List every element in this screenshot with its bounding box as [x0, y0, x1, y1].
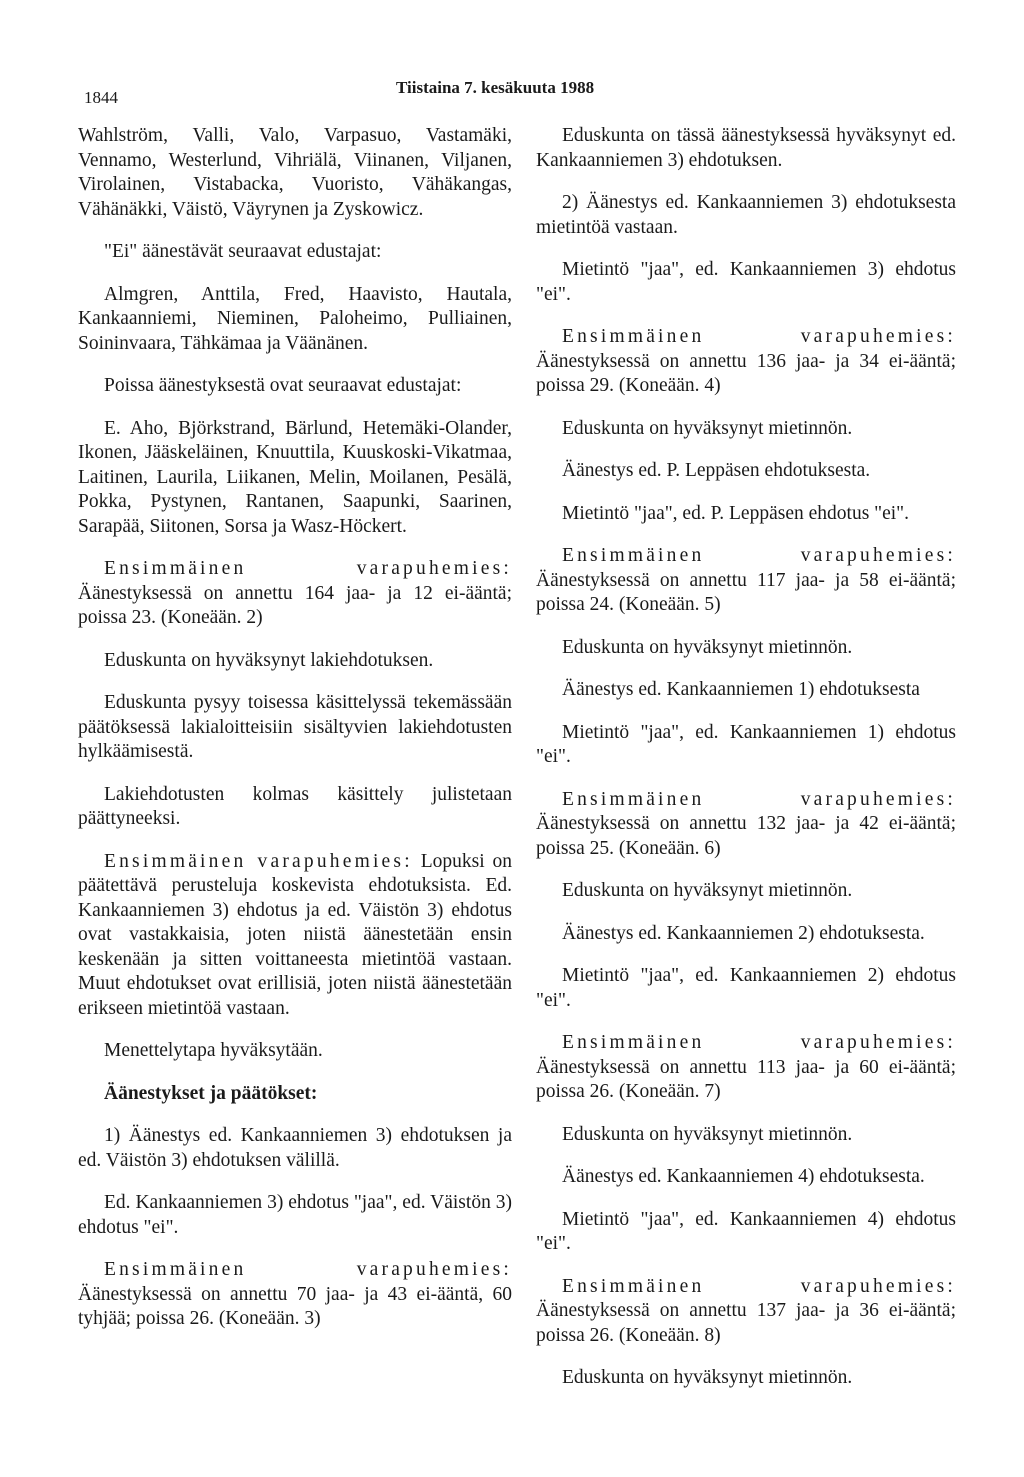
speaker-paragraph	[78, 850, 512, 1022]
paragraph: Äänestys ed. Kankaanniemen 2) ehdotuksesta.	[562, 922, 925, 944]
speaker-paragraph	[78, 557, 512, 631]
speaker-name: Ensimmäinen varapuhemies:	[562, 545, 956, 566]
paragraph: Ed. Kankaanniemen 3) ehdotus "jaa", ed. Väistön 3) ehdotus "ei".	[78, 1192, 512, 1238]
paragraph: Lakiehdotusten kolmas käsittely julistetaan päättyneeksi.	[78, 783, 512, 829]
speaker-text: Äänestyksessä on annettu 164 jaa- ja 12 ei-ääntä; poissa 23. (Koneään. 2)	[78, 582, 512, 628]
paragraph: Eduskunta on hyväksynyt mietinnön.	[562, 636, 853, 658]
speaker-paragraph	[536, 544, 956, 618]
speaker-text: Äänestyksessä on annettu 137 jaa- ja 36 ei-ääntä; poissa 26. (Koneään. 8)	[536, 1300, 956, 1346]
speaker-name: Ensimmäinen varapuhemies:	[104, 558, 512, 579]
speaker-name: Ensimmäinen varapuhemies:	[562, 326, 956, 347]
paragraph: Eduskunta on hyväksynyt mietinnön.	[562, 417, 853, 439]
paragraph: Mietintö "jaa", ed. Kankaanniemen 2) ehdotus "ei".	[536, 965, 956, 1011]
paragraph: Wahlström, Valli, Valo, Varpasuo, Vastamäki, Vennamo, Westerlund, Vihriälä, Viinanen, Viljanen, Virolainen, Vistabacka, Vuoristo, Vähäkangas, Vähänäkki, Väistö, Väyrynen ja Zyskowicz.	[78, 125, 512, 220]
paragraph: Äänestys ed. P. Leppäsen ehdotuksesta.	[562, 460, 871, 481]
paragraph: E. Aho, Björkstrand, Bärlund, Hetemäki-Olander, Ikonen, Jääskeläinen, Knuuttila, Kuuskoski-Vikatmaa, Laitinen, Laurila, Liikanen, Melin, Moilanen, Pesälä, Pokka, Pystynen, Rantanen, Saapunki, Saarinen, Sarapää, Siitonen, Sorsa ja Wasz-Höckert.	[78, 417, 512, 537]
page-number: 1844	[84, 88, 118, 107]
paragraph: Äänestys ed. Kankaanniemen 4) ehdotuksesta.	[562, 1166, 925, 1187]
paragraph: Mietintö "jaa", ed. Kankaanniemen 4) ehdotus "ei".	[536, 1208, 956, 1254]
speaker-paragraph	[78, 1258, 512, 1332]
paragraph: Menettelytapa hyväksytään.	[104, 1040, 323, 1061]
paragraph: Eduskunta on hyväksynyt mietinnön.	[562, 880, 853, 901]
paragraph: Eduskunta on hyväksynyt mietinnön.	[562, 1123, 853, 1145]
paragraph: Eduskunta pysyy toisessa käsittelyssä tekemässään päätöksessä lakialoitteisiin sisältyvien lakiehdotusten hylkäämisestä.	[78, 692, 512, 762]
speaker-name: Ensimmäinen varapuhemies:	[562, 1275, 956, 1297]
speaker-name: Ensimmäinen varapuhemies:	[104, 850, 413, 872]
speaker-text: Äänestyksessä on annettu 136 jaa- ja 34 ei-ääntä; poissa 29. (Koneään. 4)	[536, 350, 956, 396]
speaker-text: Äänestyksessä on annettu 132 jaa- ja 42 ei-ääntä; poissa 25. (Koneään. 6)	[536, 813, 956, 859]
running-head: Tiistaina 7. kesäkuuta 1988	[396, 78, 595, 97]
speaker-text: Äänestyksessä on annettu 117 jaa- ja 58 ei-ääntä; poissa 24. (Koneään. 5)	[536, 569, 956, 615]
paragraph: Mietintö "jaa", ed. Kankaanniemen 1) ehdotus "ei".	[536, 721, 956, 767]
paragraph: Almgren, Anttila, Fred, Haavisto, Hautala, Kankaanniemi, Nieminen, Paloheimo, Pulliainen, Soininvaara, Tähkämaa ja Väänänen.	[78, 283, 512, 354]
paragraph: Eduskunta on hyväksynyt mietinnön.	[562, 1367, 853, 1388]
section-heading: Äänestykset ja päätökset:	[104, 1082, 318, 1104]
speaker-text: Äänestyksessä on annettu 70 jaa- ja 43 ei-ääntä, 60 tyhjää; poissa 26. (Koneään. 3)	[78, 1283, 512, 1329]
paragraph: Mietintö "jaa", ed. P. Leppäsen ehdotus "ei".	[562, 502, 910, 524]
paragraph: Äänestys ed. Kankaanniemen 1) ehdotuksesta	[562, 679, 920, 700]
speaker-paragraph	[536, 325, 956, 399]
left-column	[78, 124, 512, 1350]
speaker-paragraph	[536, 788, 956, 862]
paragraph: Mietintö "jaa", ed. Kankaanniemen 3) ehdotus "ei".	[536, 259, 956, 305]
speaker-text: Äänestyksessä on annettu 113 jaa- ja 60 ei-ääntä; poissa 26. (Koneään. 7)	[536, 1056, 956, 1102]
speaker-text: Lopuksi on päätettävä perusteluja koskevista ehdotuksista. Ed. Kankaanniemen 3) ehdotus ja ed. Väistön 3) ehdotus ovat vastakkaisia, joten niistä äänestetään ensin keskenään ja sitten voittaneesta mietintöä vastaan. Muut ehdotukset ovat erillisiä, joten niistä äänestetään erikseen mietintöä vastaan.	[78, 850, 513, 1019]
paragraph: Eduskunta on tässä äänestyksessä hyväksynyt ed. Kankaanniemen 3) ehdotuksen.	[536, 125, 956, 171]
paragraph: 2) Äänestys ed. Kankaanniemen 3) ehdotuksesta mietintöä vastaan.	[536, 192, 956, 238]
paragraph: "Ei" äänestävät seuraavat edustajat:	[104, 241, 382, 262]
right-column	[536, 124, 956, 1409]
paragraph: 1) Äänestys ed. Kankaanniemen 3) ehdotuksen ja ed. Väistön 3) ehdotuksen välillä.	[78, 1125, 512, 1171]
speaker-name: Ensimmäinen varapuhemies:	[562, 788, 956, 810]
speaker-name: Ensimmäinen varapuhemies:	[562, 1032, 956, 1053]
speaker-paragraph	[536, 1031, 956, 1105]
paragraph: Poissa äänestyksestä ovat seuraavat edustajat:	[104, 375, 462, 396]
speaker-paragraph	[536, 1275, 956, 1349]
paragraph: Eduskunta on hyväksynyt lakiehdotuksen.	[104, 649, 434, 671]
speaker-name: Ensimmäinen varapuhemies:	[104, 1259, 512, 1280]
